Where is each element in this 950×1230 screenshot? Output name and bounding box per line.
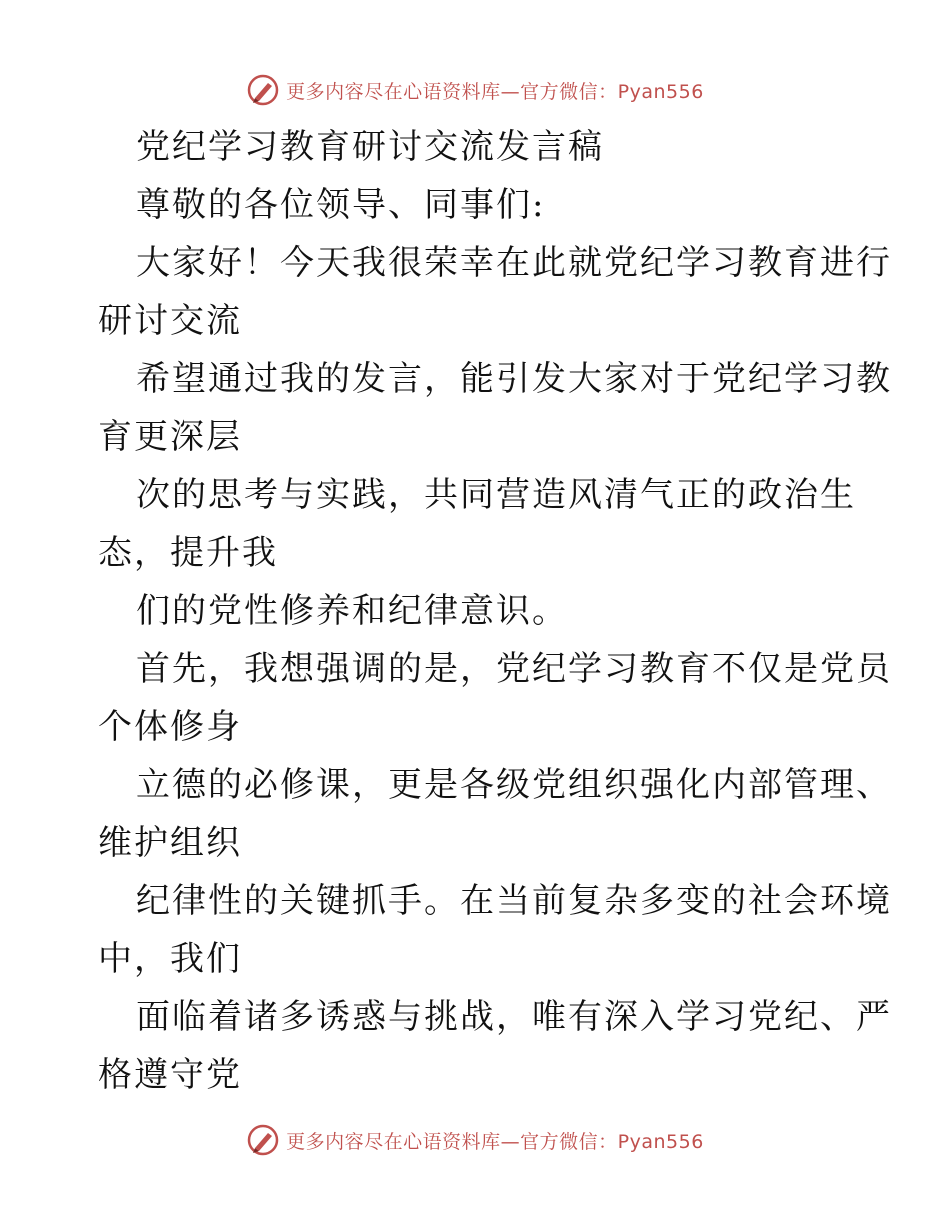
paragraph-line: 首先，我想强调的是，党纪学习教育不仅是党员	[136, 649, 892, 689]
paragraph-line: 中，我们	[98, 939, 242, 979]
paragraph-line: 纪律性的关键抓手。在当前复杂多变的社会环境	[136, 881, 892, 921]
document-title: 党纪学习教育研讨交流发言稿	[136, 127, 604, 167]
paragraph-line: 维护组织	[98, 823, 242, 863]
paragraph-line: 次的思考与实践，共同营造风清气正的政治生	[136, 475, 856, 515]
paragraph-line: 希望通过我的发言，能引发大家对于党纪学习教	[136, 359, 892, 399]
paragraph-line: 格遵守党	[98, 1055, 242, 1095]
header-watermark	[0, 72, 950, 108]
watermark-text: 更多内容尽在心语资料库—官方微信：Pyan556	[286, 80, 704, 103]
paragraph-line: 立德的必修课，更是各级党组织强化内部管理、	[136, 765, 892, 805]
paragraph-line: 个体修身	[98, 707, 242, 747]
pen-logo-icon	[246, 73, 280, 107]
pen-logo-icon	[246, 1123, 280, 1157]
salutation: 尊敬的各位领导、同事们:	[136, 185, 546, 225]
paragraph-line: 研讨交流	[98, 301, 242, 341]
footer-watermark	[0, 1122, 950, 1158]
paragraph-line: 面临着诸多诱惑与挑战，唯有深入学习党纪、严	[136, 997, 892, 1037]
paragraph-line: 态，提升我	[98, 533, 278, 573]
watermark-text: 更多内容尽在心语资料库—官方微信：Pyan556	[286, 1130, 704, 1153]
paragraph-line: 育更深层	[98, 417, 242, 457]
paragraph-line: 大家好！今天我很荣幸在此就党纪学习教育进行	[136, 243, 892, 283]
paragraph-line: 们的党性修养和纪律意识。	[136, 591, 568, 631]
document-body	[98, 118, 892, 1104]
